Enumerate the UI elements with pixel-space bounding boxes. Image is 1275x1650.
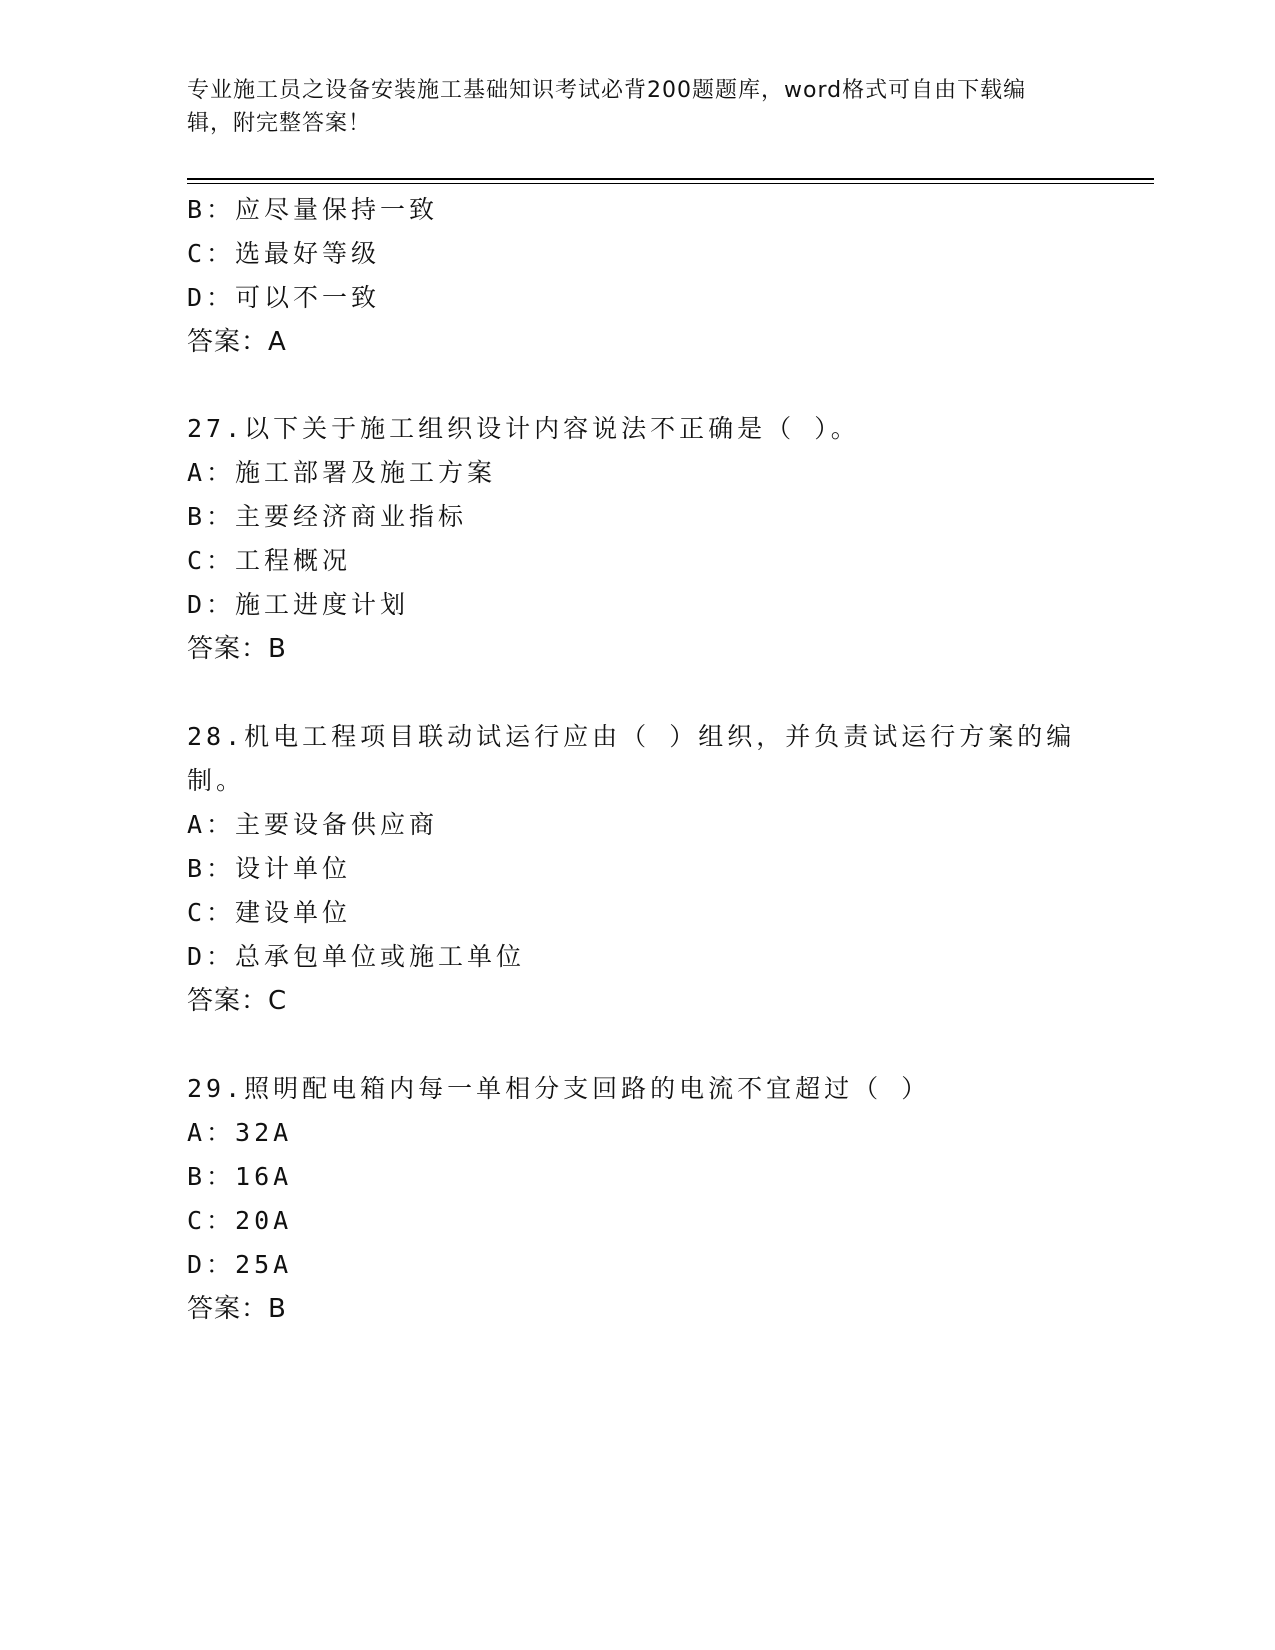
answer-text: 答案：A [187, 327, 287, 357]
option-a: A：32A [187, 1118, 293, 1147]
option-d: D：施工进度计划 [187, 590, 410, 619]
question-28-continued: 制。 [187, 766, 246, 795]
option-b: B：16A [187, 1162, 293, 1191]
question-28: 28.机电工程项目联动试运行应由（ ）组织，并负责试运行方案的编 [187, 722, 1076, 751]
document-header: 专业施工员之设备安装施工基础知识考试必背200题题库，word格式可自由下载编辑，附完整答案！ [187, 78, 1027, 136]
option-a: A：施工部署及施工方案 [187, 458, 497, 487]
option-d: D：25A [187, 1250, 293, 1279]
option-c: C：工程概况 [187, 546, 352, 575]
answer-text: 答案：B [187, 634, 287, 664]
option-b: B：主要经济商业指标 [187, 502, 468, 531]
answer-text: 答案：C [187, 986, 288, 1016]
header-divider-secondary [187, 183, 1154, 184]
option-b: B：设计单位 [187, 854, 352, 883]
option-d: D：可以不一致 [187, 283, 381, 312]
option-c: C：选最好等级 [187, 239, 381, 268]
header-divider [187, 178, 1154, 180]
question-27: 27.以下关于施工组织设计内容说法不正确是（ ）。 [187, 414, 860, 443]
answer-text: 答案：B [187, 1294, 287, 1324]
question-29: 29.照明配电箱内每一单相分支回路的电流不宜超过（ ） [187, 1074, 931, 1103]
option-c: C：20A [187, 1206, 293, 1235]
option-c: C：建设单位 [187, 898, 352, 927]
option-b: B：应尽量保持一致 [187, 195, 439, 224]
option-d: D：总承包单位或施工单位 [187, 942, 526, 971]
option-a: A：主要设备供应商 [187, 810, 439, 839]
